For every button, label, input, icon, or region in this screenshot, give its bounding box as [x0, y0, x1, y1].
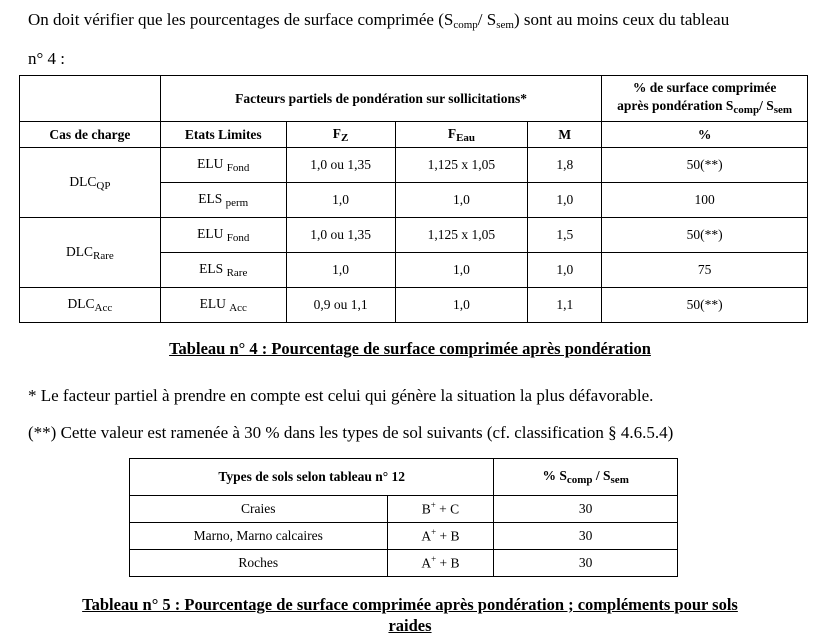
table-row	[130, 496, 678, 523]
cell-m: 1,1	[528, 288, 602, 323]
cell-soil-pct: 30	[494, 523, 678, 550]
cell-fz: 1,0	[286, 183, 395, 218]
table4-header-pct	[602, 76, 808, 122]
cell-state	[160, 183, 286, 218]
intro-text-2: / S	[477, 10, 497, 29]
soil-class-sup: +	[430, 500, 436, 511]
table5-caption-line1: Tableau n° 5 : Pourcentage de surface comprimée après pondération ; compléments pour sols	[82, 595, 738, 614]
table4-header-pct-line1: % de surface comprimée	[632, 79, 777, 95]
cell-m: 1,8	[528, 148, 602, 183]
cell-state	[160, 218, 286, 253]
table5-header-pct-sub-sem: sem	[610, 474, 629, 486]
table4-header-row-2	[20, 122, 808, 148]
cell-m: 1,5	[528, 218, 602, 253]
cell-fz: 1,0	[286, 253, 395, 288]
cell-m: 1,0	[528, 183, 602, 218]
table4-header-factors: Facteurs partiels de pondération sur sollicitations*	[160, 76, 601, 122]
cell-state	[160, 253, 286, 288]
soil-class-b: + B	[436, 555, 460, 571]
cell-soil-name: Craies	[130, 496, 388, 523]
cell-pct: 100	[602, 183, 808, 218]
cell-feau: 1,0	[395, 253, 528, 288]
table4-col-pct: %	[602, 122, 808, 148]
cell-soil-class	[387, 550, 494, 577]
group-name: DLC	[67, 296, 95, 311]
soil-class-b: + C	[435, 501, 460, 517]
intro-text-3: ) sont au moins ceux du tableau	[513, 10, 730, 29]
cell-soil-name: Roches	[130, 550, 388, 577]
table5-header-types: Types de sols selon tableau n° 12	[130, 459, 494, 496]
table-row	[20, 148, 808, 183]
intro-paragraph	[28, 3, 798, 76]
soil-class-a: A	[421, 555, 432, 571]
state-sub: perm	[225, 197, 249, 209]
state-text: ELU	[197, 156, 227, 171]
table-5	[129, 458, 678, 577]
soil-class-sup: +	[431, 554, 437, 565]
cell-pct: 50(**)	[602, 288, 808, 323]
state-text: ELS	[199, 261, 227, 276]
cell-pct: 50(**)	[602, 218, 808, 253]
intro-sub-comp: comp	[453, 19, 478, 31]
footnote-1: * Le facteur partiel à prendre en compte est celui qui génère la situation la plus défavorable.	[28, 386, 654, 405]
state-text: ELU	[197, 226, 227, 241]
intro-line-2: n° 4 :	[28, 49, 66, 68]
cell-fz: 0,9 ou 1,1	[286, 288, 395, 323]
soil-class-a: A	[421, 528, 432, 544]
table5-caption-line2: raides	[388, 616, 432, 635]
table4-col-fz-text: F	[332, 125, 342, 141]
cell-fz: 1,0 ou 1,35	[286, 148, 395, 183]
table4-header-pct-text-a: après pondération S	[617, 97, 734, 113]
table5-caption	[0, 594, 820, 636]
state-sub: Acc	[229, 302, 247, 314]
state-sub: Fond	[226, 232, 250, 244]
cell-pct: 75	[602, 253, 808, 288]
soil-class-a: B	[421, 501, 431, 517]
table4-col-states: Etats Limites	[160, 122, 286, 148]
table4-col-m: M	[528, 122, 602, 148]
cell-feau: 1,125 x 1,05	[395, 148, 528, 183]
cell-state	[160, 148, 286, 183]
cell-soil-pct: 30	[494, 496, 678, 523]
table4-col-fz	[286, 122, 395, 148]
group-sub: QP	[96, 179, 111, 192]
table-row	[20, 218, 808, 253]
cell-feau: 1,0	[395, 288, 528, 323]
table4-col-feau	[395, 122, 528, 148]
table-4	[19, 75, 808, 323]
group-sub: Rare	[93, 249, 114, 262]
cell-soil-class	[387, 523, 494, 550]
state-text: ELU	[199, 296, 230, 311]
soil-class-b: + B	[436, 528, 460, 544]
table5-header-pct-text-b: / S	[592, 468, 611, 483]
table4-col-feau-sub: Eau	[456, 131, 476, 144]
table4-header-row-1	[20, 76, 808, 122]
table4-col-fz-sub: Z	[341, 131, 349, 144]
cell-pct: 50(**)	[602, 148, 808, 183]
group-sub: Acc	[94, 302, 113, 314]
table5-header-row	[130, 459, 678, 496]
table5-header-pct	[494, 459, 678, 496]
table-row	[130, 550, 678, 577]
table-row	[20, 288, 808, 323]
table4-group-dlc-rare	[20, 218, 161, 288]
intro-text-1: On doit vérifier que les pourcentages de surface comprimée (S	[28, 10, 454, 29]
table4-col-feau-text: F	[447, 125, 457, 141]
table4-caption: Tableau n° 4 : Pourcentage de surface comprimée après pondération	[169, 339, 651, 358]
table4-header-pct-sub-sem: sem	[773, 103, 793, 116]
table4-empty-corner	[20, 76, 161, 122]
intro-sub-sem: sem	[496, 19, 514, 31]
cell-soil-pct: 30	[494, 550, 678, 577]
cell-soil-class	[387, 496, 494, 523]
cell-feau: 1,0	[395, 183, 528, 218]
intro-line-1	[28, 3, 798, 42]
cell-soil-name: Marno, Marno calcaires	[130, 523, 388, 550]
group-name: DLC	[69, 173, 97, 189]
state-sub: Rare	[226, 267, 248, 279]
table4-header-pct-text-b: / S	[759, 97, 774, 113]
table5-header-pct-sub-comp: comp	[566, 474, 593, 486]
table4-group-dlc-acc	[20, 288, 161, 323]
table4-header-pct-line2	[602, 97, 807, 119]
cell-fz: 1,0 ou 1,35	[286, 218, 395, 253]
table4-group-dlc-qp	[20, 148, 161, 218]
table5-header-pct-text-a: % S	[542, 468, 567, 483]
state-text: ELS	[198, 191, 226, 206]
group-name: DLC	[66, 243, 94, 259]
cell-state	[160, 288, 286, 323]
state-sub: Fond	[226, 162, 250, 174]
cell-feau: 1,125 x 1,05	[395, 218, 528, 253]
table4-col-case: Cas de charge	[20, 122, 161, 148]
table-row	[130, 523, 678, 550]
cell-m: 1,0	[528, 253, 602, 288]
table4-header-pct-sub-comp: comp	[733, 103, 760, 116]
soil-class-sup: +	[431, 527, 437, 538]
footnote-2: (**) Cette valeur est ramenée à 30 % dans les types de sol suivants (cf. classification § 4.6.5.4)	[28, 423, 674, 442]
